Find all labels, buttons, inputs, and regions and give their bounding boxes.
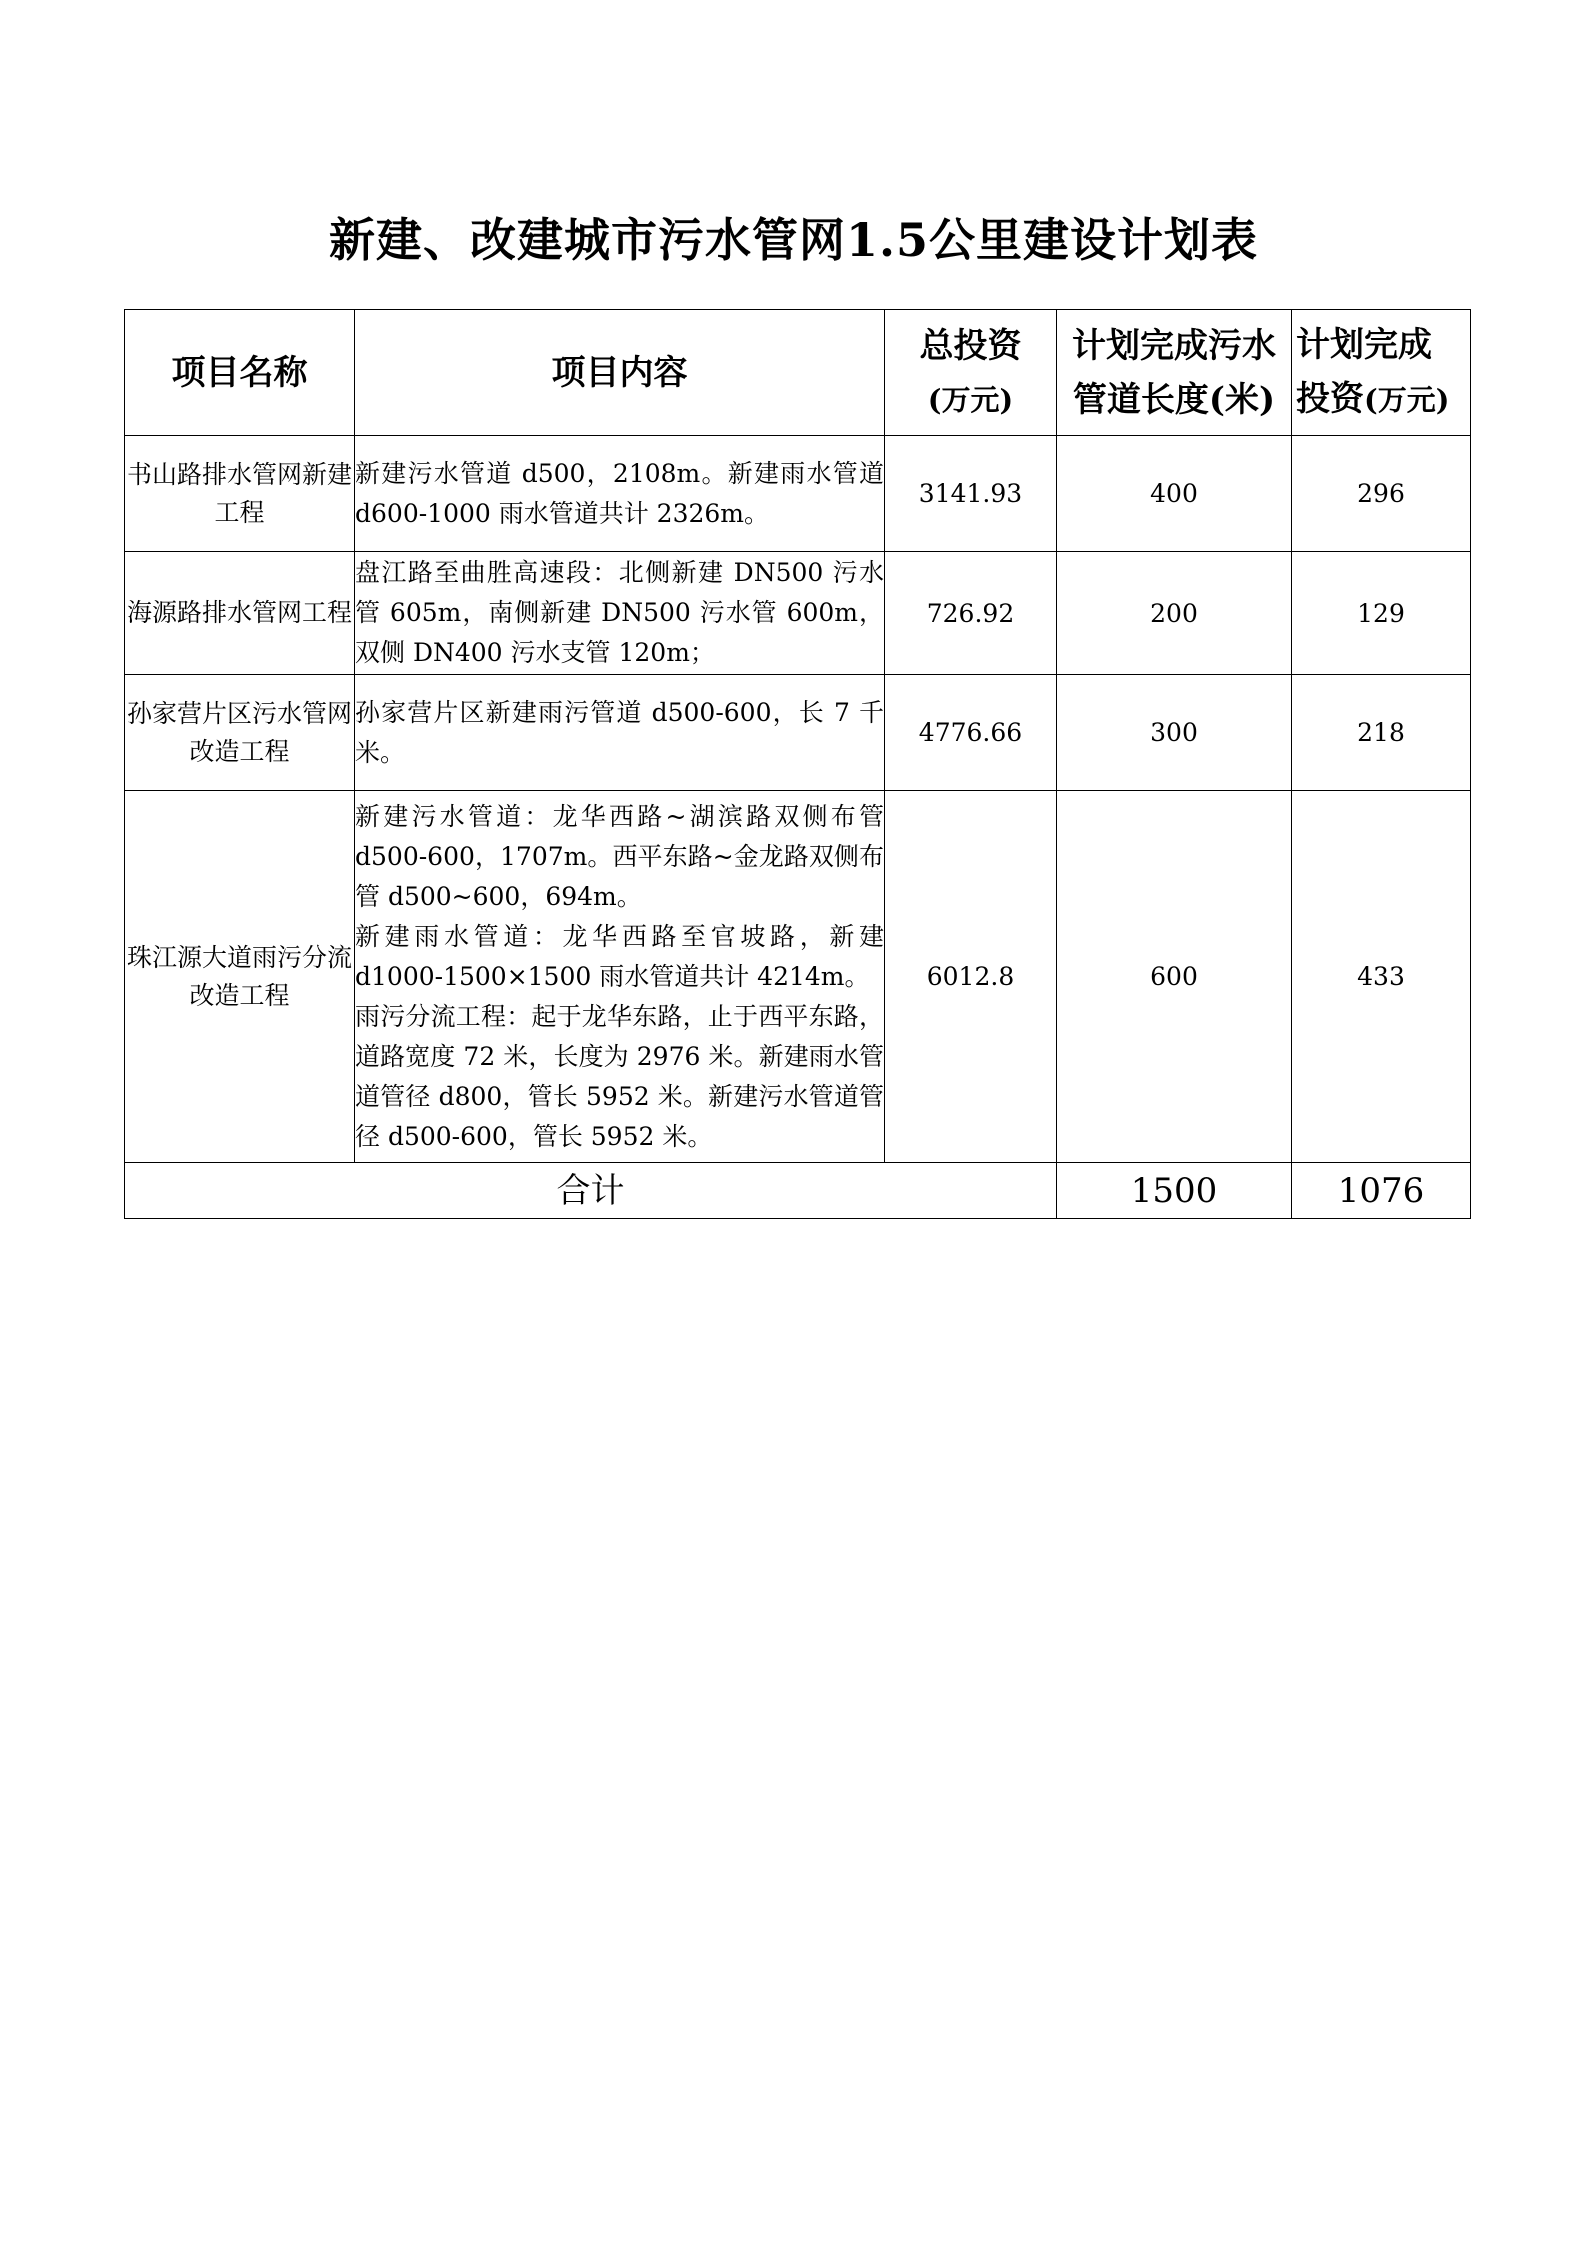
row-project-name: 书山路排水管网新建工程 (125, 436, 355, 552)
content-paragraph: 孙家营片区新建雨污管道 d500-600，长 7 千米。 (355, 697, 884, 767)
total-planned-investment: 1076 (1292, 1163, 1471, 1219)
table-row (125, 552, 1471, 675)
row-project-name: 孙家营片区污水管网改造工程 (125, 675, 355, 791)
content-paragraph: 雨污分流工程：起于龙华东路，止于西平东路，道路宽度 72 米，长度为 2976 米。新建雨水管道管径 d800，管长 5952 米。新建污水管道管径 d500-600，管长 5952 米。 (355, 1001, 884, 1151)
row-project-name: 珠江源大道雨污分流改造工程 (125, 791, 355, 1163)
header-row (125, 310, 1471, 436)
header-project-content: 项目内容 (355, 310, 885, 436)
total-label: 合计 (125, 1163, 1057, 1219)
row-total-investment: 726.92 (885, 552, 1057, 675)
row-total-investment: 3141.93 (885, 436, 1057, 552)
row-total-investment: 6012.8 (885, 791, 1057, 1163)
row-planned-investment: 433 (1292, 791, 1471, 1163)
header-planned-investment-word: 投资 (1296, 379, 1364, 419)
content-paragraph: 盘江路至曲胜高速段：北侧新建 DN500 污水管 605m，南侧新建 DN500 污水管 600m，双侧 DN400 污水支管 120m； (355, 558, 884, 667)
content-paragraph: 新建污水管道：龙华西路~湖滨路双侧布管 d500-600，1707m。西平东路~金龙路双侧布管 d500~600，694m。 (355, 801, 884, 911)
header-planned-length (1057, 310, 1292, 436)
header-planned-investment (1292, 310, 1471, 436)
total-row (125, 1163, 1471, 1219)
table-row (125, 436, 1471, 552)
header-planned-investment-unit: (万元) (1364, 383, 1450, 417)
row-project-content (355, 675, 885, 791)
row-project-content (355, 552, 885, 675)
row-project-name: 海源路排水管网工程 (125, 552, 355, 675)
row-project-content (355, 436, 885, 552)
header-planned-length-line1: 计划完成污水 (1072, 325, 1276, 366)
row-planned-investment: 218 (1292, 675, 1471, 791)
header-total-investment (885, 310, 1057, 436)
row-planned-investment: 296 (1292, 436, 1471, 552)
content-paragraph: 新建雨水管道：龙华西路至官坡路，新建 d1000-1500×1500 雨水管道共计 4214m。 (355, 921, 884, 991)
header-total-investment-unit: (万元) (927, 382, 1014, 417)
row-total-investment: 4776.66 (885, 675, 1057, 791)
table-row (125, 791, 1471, 1163)
row-planned-investment: 129 (1292, 552, 1471, 675)
construction-plan-table (124, 309, 1471, 1219)
content-paragraph: 新建污水管道 d500，2108m。新建雨水管道 d600-1000 雨水管道共计 2326m。 (355, 458, 884, 528)
header-project-name: 项目名称 (125, 310, 355, 436)
header-total-investment-line1: 总投资 (919, 325, 1022, 366)
row-planned-length: 600 (1057, 791, 1292, 1163)
header-planned-investment-line1: 计划完成 (1296, 325, 1432, 365)
table-row (125, 675, 1471, 791)
row-planned-length: 400 (1057, 436, 1292, 552)
header-planned-investment-line2 (1296, 372, 1470, 427)
total-planned-length: 1500 (1057, 1163, 1292, 1219)
row-planned-length: 200 (1057, 552, 1292, 675)
row-planned-length: 300 (1057, 675, 1292, 791)
page-title: 新建、改建城市污水管网1.5公里建设计划表 (328, 213, 1259, 267)
header-planned-length-line2: 管道长度(米) (1072, 379, 1276, 420)
row-project-content (355, 791, 885, 1163)
